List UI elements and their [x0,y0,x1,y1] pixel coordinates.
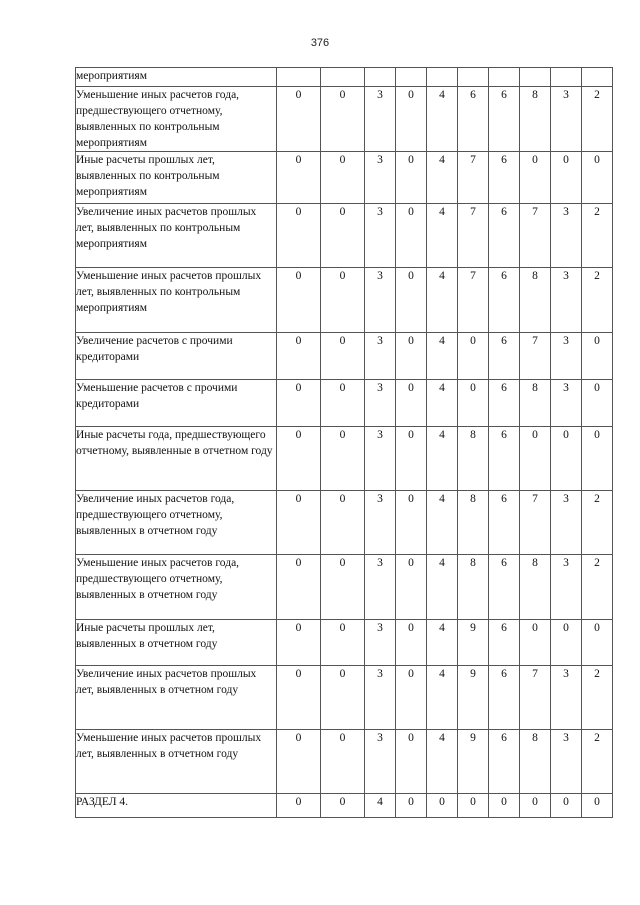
code-digit-cell: 0 [321,380,365,427]
code-digit-cell: 0 [277,333,321,380]
code-digit-cell: 0 [489,794,520,818]
accounts-code-table [75,67,613,818]
table-row [76,794,613,818]
code-digit-cell: 3 [551,666,582,730]
row-label: Уменьшение расчетов с прочими кредиторами [76,380,277,427]
code-digit-cell: 0 [396,333,427,380]
code-digit-cell: 4 [427,666,458,730]
code-digit-cell: 0 [520,620,551,666]
code-digit-cell: 3 [365,666,396,730]
code-digit-cell: 2 [582,666,613,730]
code-digit-cell: 6 [489,204,520,268]
code-digit-cell: 3 [365,268,396,333]
code-digit-cell: 6 [489,730,520,794]
code-digit-cell: 0 [396,620,427,666]
code-digit-cell: 0 [396,794,427,818]
row-label: Уменьшение иных расчетов прошлых лет, выявленных по контрольным мероприятиям [76,268,277,333]
code-digit-cell: 0 [458,794,489,818]
code-digit-cell: 0 [427,794,458,818]
table-row [76,380,613,427]
code-digit-cell: 7 [458,204,489,268]
code-digit-cell: 0 [321,794,365,818]
code-digit-cell: 3 [365,87,396,152]
code-digit-cell: 0 [551,794,582,818]
row-label: Увеличение иных расчетов года, предшествующего отчетному, выявленных в отчетном году [76,491,277,555]
code-digit-cell: 0 [396,380,427,427]
code-digit-cell: 3 [365,427,396,491]
code-digit-cell: 3 [551,730,582,794]
code-digit-cell: 3 [551,204,582,268]
code-digit-cell: 6 [489,87,520,152]
code-digit-cell: 4 [427,152,458,204]
table-body [76,68,613,818]
code-digit-cell: 3 [551,555,582,620]
code-digit-cell: 0 [396,87,427,152]
code-digit-cell: 9 [458,620,489,666]
code-digit-cell: 3 [365,152,396,204]
code-digit-cell: 4 [427,620,458,666]
code-digit-cell: 9 [458,666,489,730]
code-digit-cell: 0 [520,794,551,818]
code-digit-cell: 0 [277,87,321,152]
row-label: Уменьшение иных расчетов прошлых лет, выявленных в отчетном году [76,730,277,794]
code-digit-cell: 4 [427,427,458,491]
code-digit-cell: 0 [396,152,427,204]
code-digit-cell [551,68,582,87]
table-row [76,268,613,333]
code-digit-cell: 4 [427,380,458,427]
code-digit-cell: 0 [277,204,321,268]
code-digit-cell: 6 [489,333,520,380]
code-digit-cell: 3 [551,87,582,152]
code-digit-cell: 0 [582,427,613,491]
row-label: Уменьшение иных расчетов года, предшествующего отчетному, выявленных по контрольным мероприятиям [76,87,277,152]
code-digit-cell: 0 [551,152,582,204]
code-digit-cell [520,68,551,87]
code-digit-cell: 0 [277,427,321,491]
code-digit-cell: 2 [582,87,613,152]
code-digit-cell: 0 [277,666,321,730]
code-digit-cell: 8 [520,268,551,333]
code-digit-cell: 8 [458,427,489,491]
code-digit-cell [277,68,321,87]
table-row [76,152,613,204]
code-digit-cell: 3 [365,380,396,427]
code-digit-cell [396,68,427,87]
code-digit-cell: 4 [427,204,458,268]
code-digit-cell: 3 [551,268,582,333]
code-digit-cell: 0 [520,152,551,204]
table-row [76,730,613,794]
code-digit-cell: 6 [458,87,489,152]
code-digit-cell: 3 [365,204,396,268]
code-digit-cell: 7 [520,204,551,268]
table-row [76,333,613,380]
table-row [76,555,613,620]
code-digit-cell: 0 [277,555,321,620]
code-digit-cell: 6 [489,152,520,204]
code-digit-cell: 0 [582,333,613,380]
code-digit-cell [321,68,365,87]
row-label: Увеличение иных расчетов прошлых лет, выявленных по контрольным мероприятиям [76,204,277,268]
code-digit-cell: 7 [458,268,489,333]
code-digit-cell: 2 [582,204,613,268]
table-row [76,427,613,491]
code-digit-cell: 0 [321,620,365,666]
code-digit-cell: 0 [321,427,365,491]
code-digit-cell: 2 [582,268,613,333]
row-label: РАЗДЕЛ 4. [76,794,277,818]
code-digit-cell: 0 [396,491,427,555]
code-digit-cell: 0 [277,730,321,794]
table-row [76,491,613,555]
code-digit-cell: 6 [489,427,520,491]
code-digit-cell: 3 [551,380,582,427]
code-digit-cell: 0 [277,380,321,427]
code-digit-cell: 0 [396,204,427,268]
code-digit-cell [458,68,489,87]
code-digit-cell: 0 [582,380,613,427]
code-digit-cell: 2 [582,730,613,794]
code-digit-cell: 0 [277,620,321,666]
code-digit-cell [365,68,396,87]
code-digit-cell: 0 [396,730,427,794]
code-digit-cell: 4 [427,491,458,555]
code-digit-cell: 4 [427,333,458,380]
code-digit-cell [582,68,613,87]
code-digit-cell: 8 [520,380,551,427]
code-digit-cell: 0 [396,555,427,620]
code-digit-cell: 0 [277,268,321,333]
code-digit-cell: 0 [582,152,613,204]
code-digit-cell: 0 [396,666,427,730]
code-digit-cell: 0 [321,491,365,555]
code-digit-cell: 0 [321,730,365,794]
code-digit-cell: 0 [551,620,582,666]
code-digit-cell: 7 [458,152,489,204]
code-digit-cell: 8 [458,555,489,620]
row-label: Иные расчеты прошлых лет, выявленных в отчетном году [76,620,277,666]
code-digit-cell: 0 [458,380,489,427]
code-digit-cell: 7 [520,491,551,555]
code-digit-cell: 6 [489,380,520,427]
code-digit-cell: 0 [582,794,613,818]
code-digit-cell: 7 [520,666,551,730]
code-digit-cell: 6 [489,620,520,666]
code-digit-cell: 6 [489,491,520,555]
code-digit-cell: 0 [321,268,365,333]
code-digit-cell: 0 [277,152,321,204]
code-digit-cell: 3 [365,555,396,620]
code-digit-cell: 0 [321,204,365,268]
code-digit-cell: 2 [582,555,613,620]
row-label: Иные расчеты года, предшествующего отчетному, выявленные в отчетном году [76,427,277,491]
page-number: 376 [310,37,330,49]
code-digit-cell: 3 [365,730,396,794]
code-digit-cell: 9 [458,730,489,794]
code-digit-cell: 0 [396,427,427,491]
table-row [76,666,613,730]
code-digit-cell: 0 [277,491,321,555]
code-digit-cell: 4 [427,87,458,152]
code-digit-cell: 0 [321,666,365,730]
row-label: Иные расчеты прошлых лет, выявленных по контрольным мероприятиям [76,152,277,204]
table-row [76,620,613,666]
code-digit-cell: 0 [321,555,365,620]
code-digit-cell: 8 [520,555,551,620]
code-digit-cell [427,68,458,87]
code-digit-cell: 6 [489,555,520,620]
code-digit-cell: 0 [396,268,427,333]
table-row [76,204,613,268]
code-digit-cell: 0 [520,427,551,491]
code-digit-cell: 3 [551,333,582,380]
row-label: Увеличение расчетов с прочими кредиторами [76,333,277,380]
code-digit-cell: 4 [427,555,458,620]
code-digit-cell [489,68,520,87]
table-row [76,87,613,152]
code-digit-cell: 0 [321,333,365,380]
code-digit-cell: 4 [365,794,396,818]
code-digit-cell: 3 [551,491,582,555]
code-digit-cell: 0 [458,333,489,380]
table-row [76,68,613,87]
code-digit-cell: 0 [277,794,321,818]
code-digit-cell: 8 [458,491,489,555]
code-digit-cell: 4 [427,268,458,333]
code-digit-cell: 0 [321,152,365,204]
row-label: Уменьшение иных расчетов года, предшествующего отчетному, выявленных в отчетном году [76,555,277,620]
code-digit-cell: 3 [365,333,396,380]
code-digit-cell: 7 [520,333,551,380]
row-label: Увеличение иных расчетов прошлых лет, выявленных в отчетном году [76,666,277,730]
code-digit-cell: 8 [520,730,551,794]
code-digit-cell: 4 [427,730,458,794]
code-digit-cell: 2 [582,491,613,555]
code-digit-cell: 6 [489,666,520,730]
code-digit-cell: 0 [551,427,582,491]
row-label: мероприятиям [76,68,277,87]
code-digit-cell: 6 [489,268,520,333]
code-digit-cell: 0 [321,87,365,152]
code-digit-cell: 3 [365,491,396,555]
code-digit-cell: 0 [582,620,613,666]
code-digit-cell: 3 [365,620,396,666]
code-digit-cell: 8 [520,87,551,152]
